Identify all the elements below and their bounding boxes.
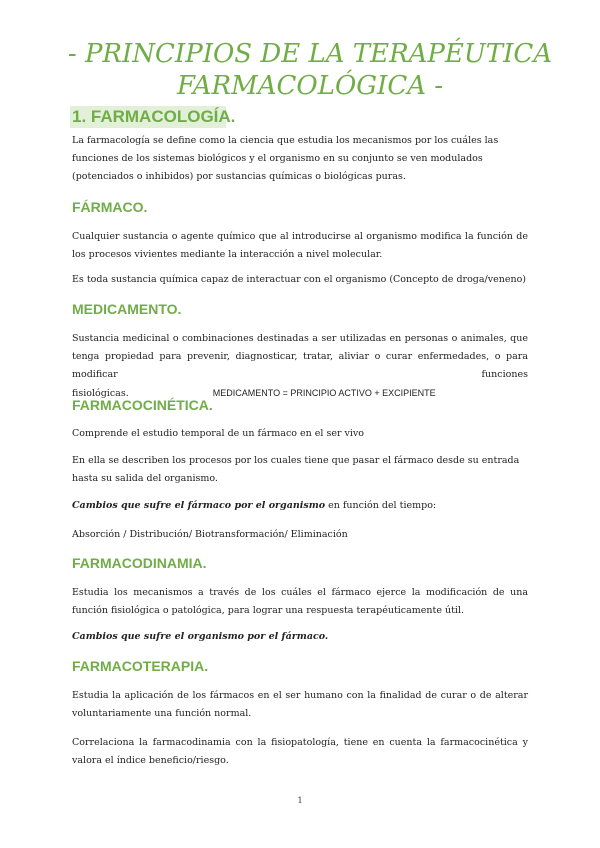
farmaco-heading: FÁRMACO. [72,199,148,215]
medicamento-formula: MEDICAMENTO = PRINCIPIO ACTIVO + EXCIPIENTE [212,388,436,398]
medicamento-definition: Sustancia medicinal o combinaciones destinadas a ser utilizadas en personas o animales, que tenga propiedad para prevenir, diagnosticar, tratar, aliviar o curar enfermedades, o para modificar funciones fisiológicas. [72,333,528,399]
farmaco-paragraph-1: Cualquier sustancia o agente químico que al introducirse al organismo modifica la función de los procesos vivientes mediante la interacción a nivel molecular. [72,231,528,260]
farmacodinamia-paragraph-2: Cambios que sufre el organismo por el fármaco. [72,631,329,642]
farmacocinetica-heading: FARMACOCINÉTICA. [72,397,213,413]
page-title [60,38,560,102]
farmacocinetica-paragraph-3-rest: en función del tiempo: [325,500,437,511]
farmacoterapia-paragraph-2: Correlaciona la farmacodinamia con la fisiopatología, tiene en cuenta la farmacocinética y valora el índice beneficio/riesgo. [72,737,528,766]
title-line-2: FARMACOLÓGICA - [176,71,444,101]
farmacocinetica-paragraph-3 [72,497,528,515]
farmacodinamia-paragraph-1: Estudia los mecanismos a través de los cuáles el fármaco ejerce la modificación de una función fisiológica o patológica, para lograr una respuesta terapéuticamente útil. [72,587,528,616]
farmacocinetica-phases: Absorción / Distribución/ Biotransformación/ Eliminación [72,529,348,540]
medicamento-heading: MEDICAMENTO. [72,301,182,317]
farmacocinetica-paragraph-1: Comprende el estudio temporal de un fármaco en el ser vivo [72,428,364,439]
farmaco-paragraph-2: Es toda sustancia química capaz de interactuar con el organismo (Concepto de droga/veneno) [72,274,527,285]
title-line-1: - PRINCIPIOS DE LA TERAPÉUTICA [67,39,553,69]
medicamento-paragraph [72,330,528,403]
farmacodinamia-heading: FARMACODINAMIA. [72,555,207,571]
farmacoterapia-paragraph-1: Estudia la aplicación de los fármacos en el ser humano con la finalidad de curar o de alterar voluntariamente una función normal. [72,690,528,719]
farmacoterapia-heading: FARMACOTERAPIA. [72,658,209,674]
page-number: 1 [297,796,303,805]
farmacologia-definition: La farmacología se define como la ciencia que estudia los mecanismos por los cuáles las funciones de los sistemas biológicos y el organismo en su conjunto se ven modulados (potenciados o inhibidos) por sustancias químicas o biológicas puras. [72,135,499,182]
farmacocinetica-emphasis: Cambios que sufre el fármaco por el organismo [72,500,326,511]
section-1-heading: 1. FARMACOLOGÍA. [72,107,236,126]
section-1-heading-highlight [70,106,236,128]
farmacocinetica-paragraph-2: En ella se describen los procesos por los cuales tiene que pasar el fármaco desde su entrada hasta su salida del organismo. [72,455,520,484]
